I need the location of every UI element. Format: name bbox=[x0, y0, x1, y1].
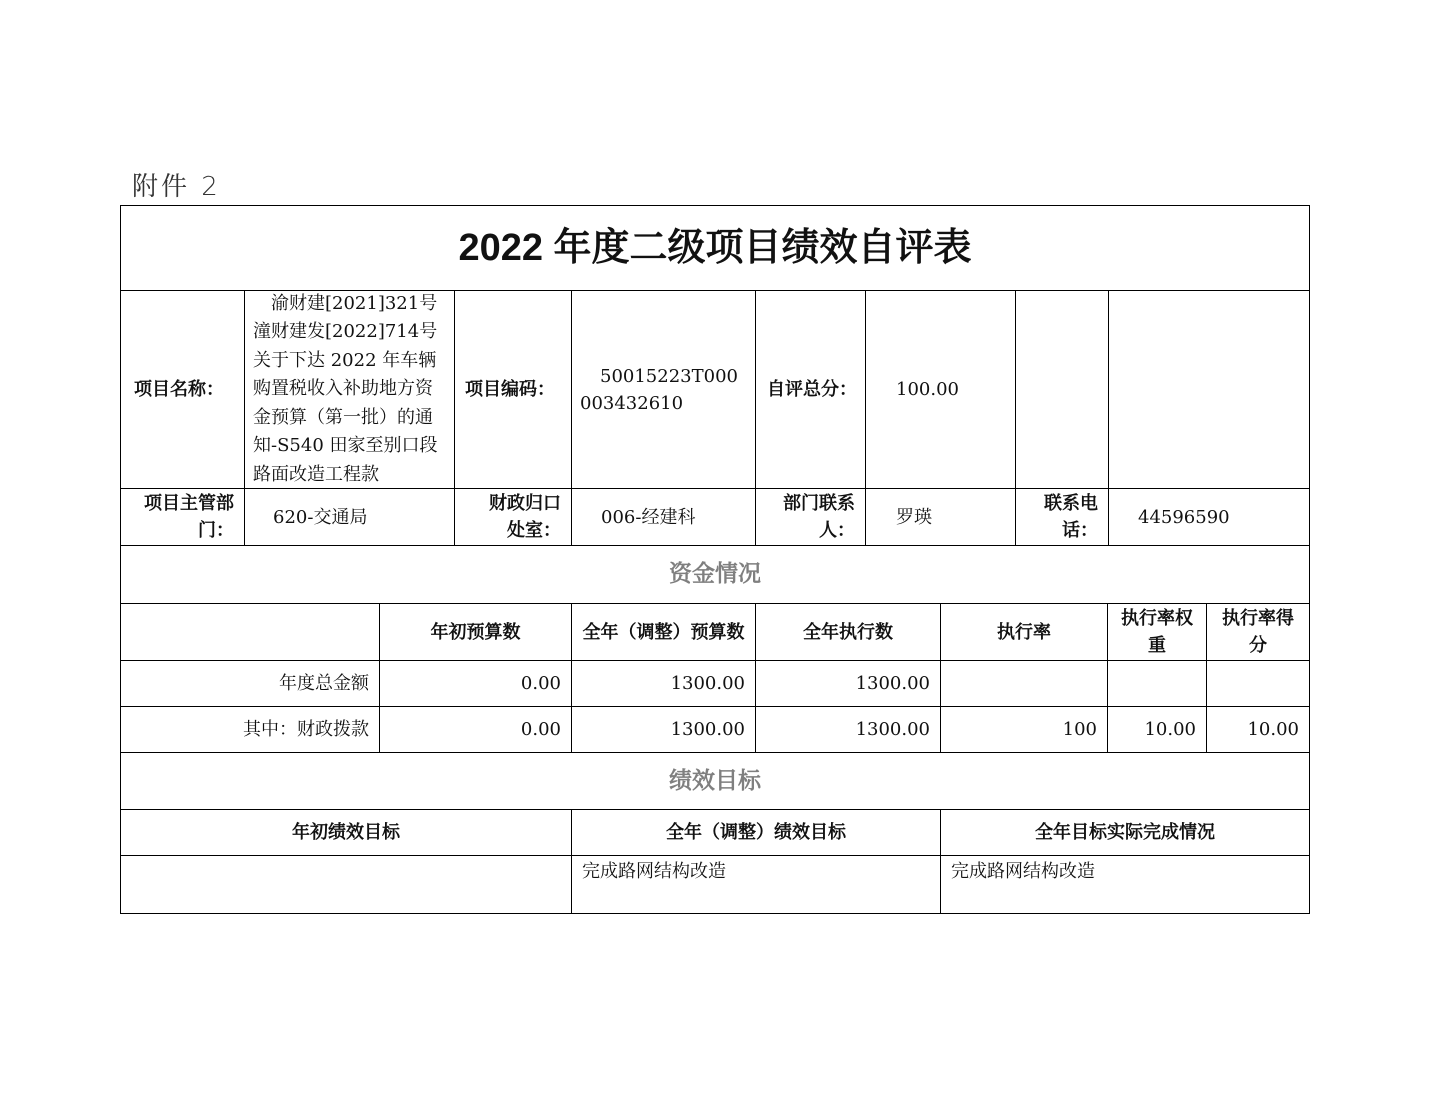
performance-header-cell: 全年目标实际完成情况 bbox=[940, 809, 1310, 856]
funds-header-cell bbox=[120, 603, 380, 661]
project-name-label: 项目名称： bbox=[120, 290, 245, 489]
funds-header-cell: 全年执行数 bbox=[755, 603, 941, 661]
funds-cell: 年度总金额 bbox=[120, 660, 380, 707]
empty-cell bbox=[1015, 290, 1109, 489]
finance-office-value: 006-经建科 bbox=[571, 488, 756, 546]
phone-label: 联系电话： bbox=[1015, 488, 1109, 546]
funds-cell: 10.00 bbox=[1107, 706, 1207, 753]
performance-cell: 完成路网结构改造 bbox=[940, 855, 1310, 914]
funds-cell bbox=[940, 660, 1108, 707]
performance-section-title: 绩效目标 bbox=[120, 752, 1310, 810]
funds-cell: 0.00 bbox=[379, 660, 572, 707]
funds-cell: 1300.00 bbox=[571, 660, 756, 707]
funds-header-cell: 全年（调整）预算数 bbox=[571, 603, 756, 661]
project-name-value: 渝财建[2021]321号潼财建发[2022]714号关于下达 2022 年车辆购置税收入补助地方资金预算（第一批）的通知-S540 田家至别口段路面改造工程款 bbox=[244, 290, 455, 489]
funds-cell bbox=[1206, 660, 1310, 707]
performance-evaluation-table bbox=[120, 205, 1310, 914]
performance-cell: 完成路网结构改造 bbox=[571, 855, 941, 914]
funds-cell: 10.00 bbox=[1206, 706, 1310, 753]
phone-value: 44596590 bbox=[1108, 488, 1310, 546]
project-code-label: 项目编码： bbox=[454, 290, 572, 489]
funds-header-cell: 执行率 bbox=[940, 603, 1108, 661]
funds-header-cell: 执行率权重 bbox=[1107, 603, 1207, 661]
finance-office-label: 财政归口处室： bbox=[454, 488, 572, 546]
performance-header-cell: 全年（调整）绩效目标 bbox=[571, 809, 941, 856]
department-value: 620-交通局 bbox=[244, 488, 455, 546]
funds-header-cell: 年初预算数 bbox=[379, 603, 572, 661]
department-label: 项目主管部门： bbox=[120, 488, 245, 546]
funds-cell bbox=[1107, 660, 1207, 707]
table-title: 2022 年度二级项目绩效自评表 bbox=[120, 205, 1310, 291]
funds-cell: 0.00 bbox=[379, 706, 572, 753]
contact-value: 罗瑛 bbox=[865, 488, 1016, 546]
self-score-value: 100.00 bbox=[865, 290, 1016, 489]
funds-section-title: 资金情况 bbox=[120, 545, 1310, 604]
contact-label: 部门联系人： bbox=[755, 488, 866, 546]
performance-header-cell: 年初绩效目标 bbox=[120, 809, 572, 856]
project-code-value: 50015223T000003432610 bbox=[571, 290, 756, 489]
funds-cell: 1300.00 bbox=[755, 660, 941, 707]
funds-cell: 1300.00 bbox=[571, 706, 756, 753]
funds-cell: 其中：财政拨款 bbox=[120, 706, 380, 753]
funds-cell: 100 bbox=[940, 706, 1108, 753]
funds-cell: 1300.00 bbox=[755, 706, 941, 753]
empty-cell bbox=[1108, 290, 1310, 489]
funds-header-cell: 执行率得分 bbox=[1206, 603, 1310, 661]
self-score-label: 自评总分： bbox=[755, 290, 866, 489]
attachment-label: 附件 2 bbox=[132, 172, 221, 202]
performance-cell bbox=[120, 855, 572, 914]
